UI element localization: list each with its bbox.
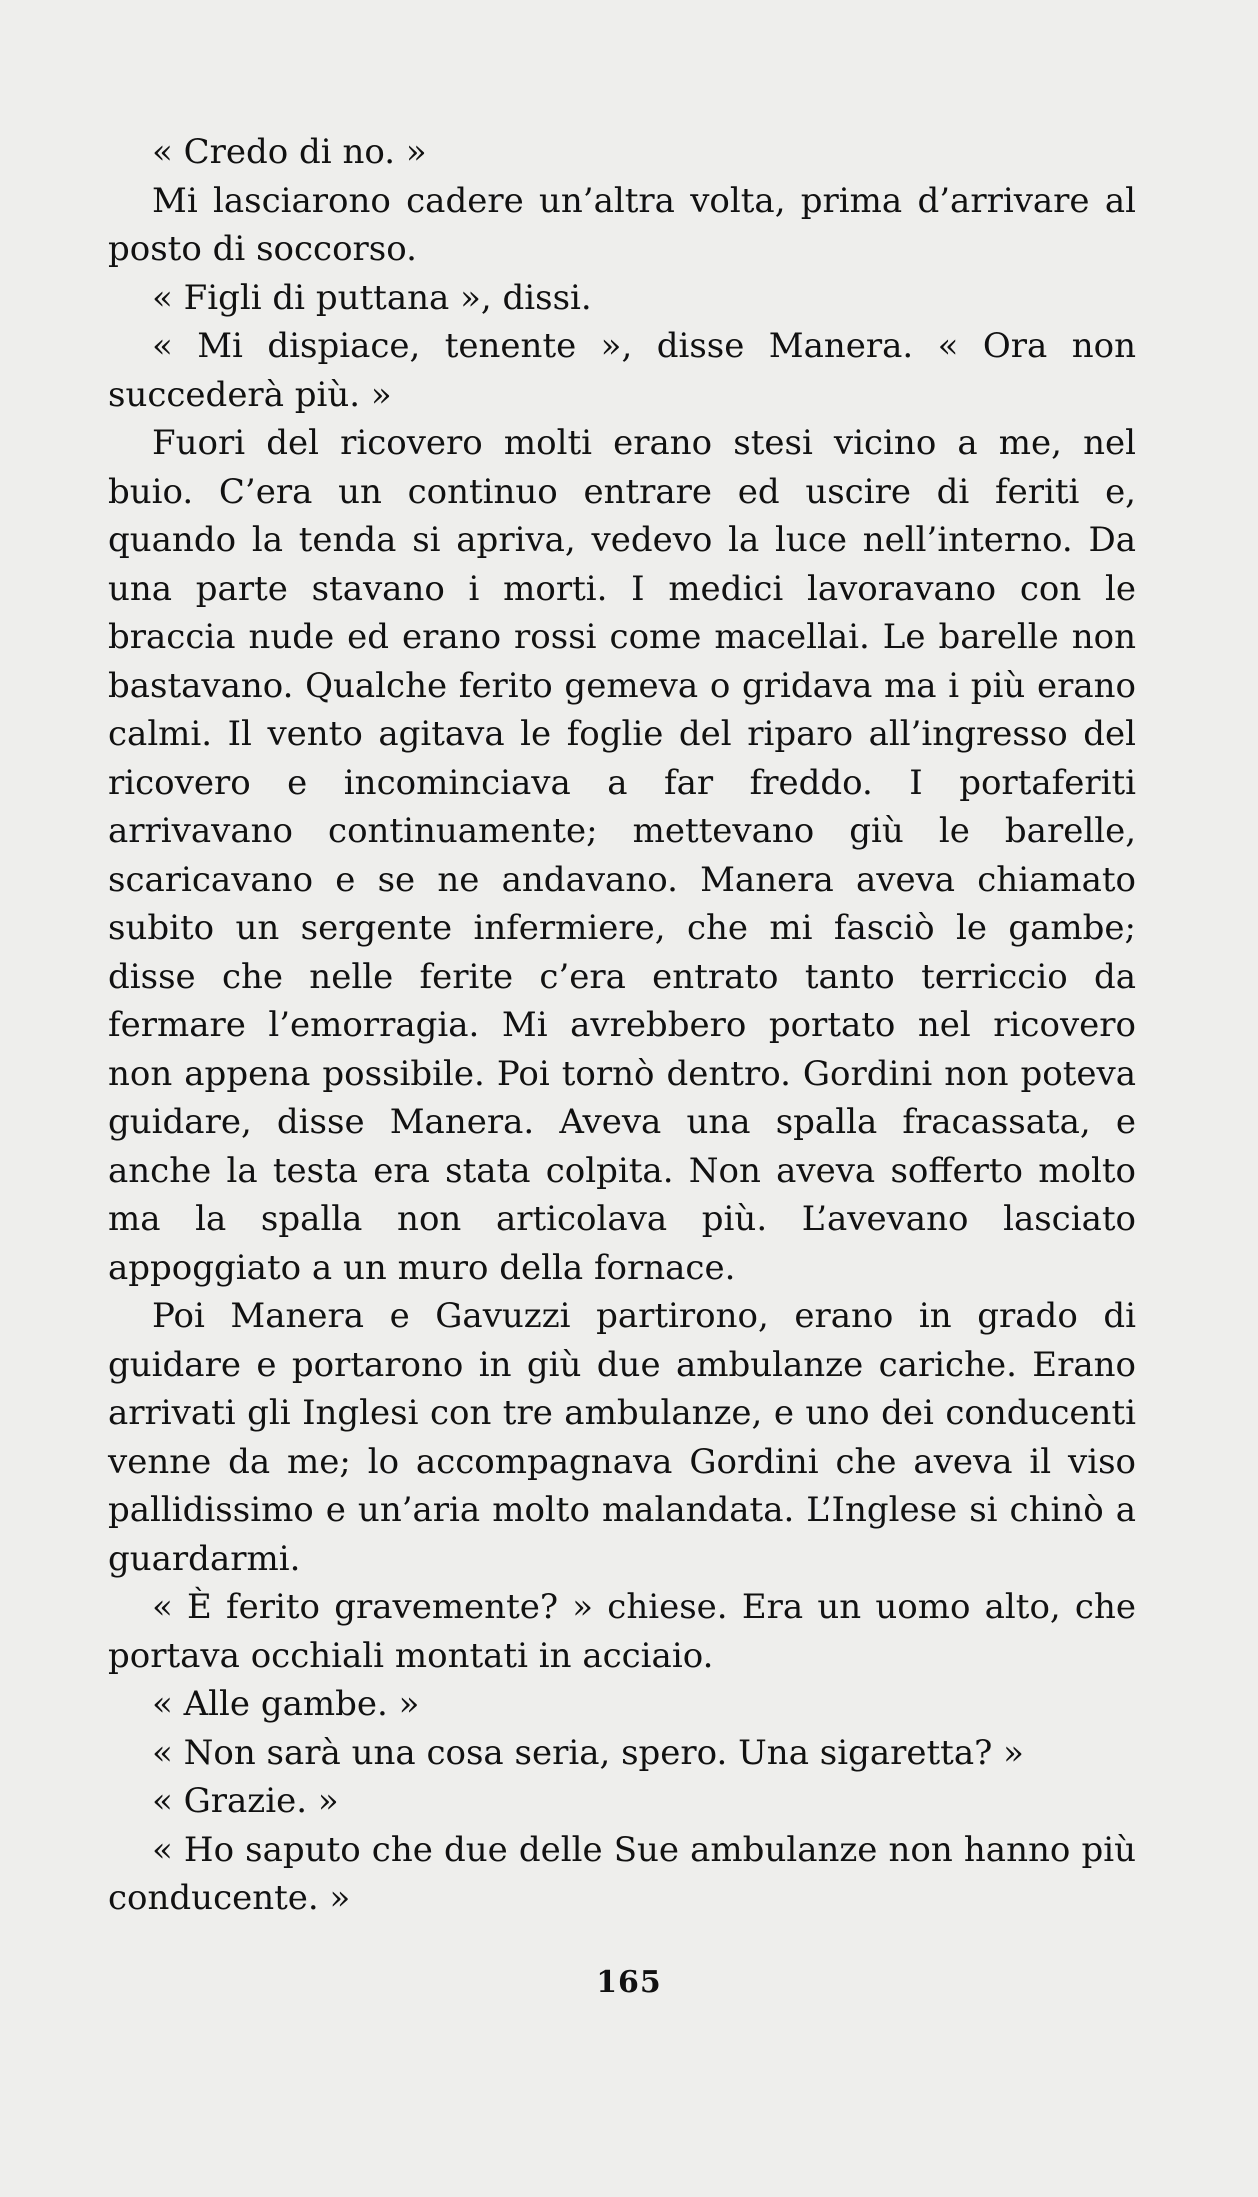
page-number: 165	[596, 1965, 662, 2000]
paragraph-2: Mi lasciarono cadere un’altra volta, prima d’arrivare al posto di soccorso.	[108, 180, 1136, 269]
paragraph-1: « Credo di no. »	[152, 132, 427, 172]
paragraph-8: « Alle gambe. »	[152, 1684, 420, 1724]
body-text	[108, 128, 1136, 1923]
paragraph-3: « Figli di puttana », dissi.	[152, 277, 592, 318]
paragraph-7: « È ferito gravemente? » chiese. Era un uomo alto, che portava occhiali montati in acciaio.	[108, 1587, 1136, 1676]
paragraph-9: « Non sarà una cosa seria, spero. Una sigaretta? »	[152, 1732, 1024, 1773]
paragraph-4: « Mi dispiace, tenente », disse Manera. « Ora non succederà più. »	[108, 326, 1136, 415]
paragraph-6: Poi Manera e Gavuzzi partirono, erano in grado di guidare e portarono in giù due ambulanze cariche. Erano arrivati gli Inglesi con tre ambulanze, e uno dei conducenti venne da me; lo accompagnava Gordini che aveva il viso pallidissimo e un’aria molto malandata. L’Inglese si chinò a guardarmi.	[108, 1296, 1136, 1579]
paragraph-10: « Grazie. »	[152, 1781, 339, 1821]
paragraph-5: Fuori del ricovero molti erano stesi vicino a me, nel buio. C’era un continuo entrare ed uscire di feriti e, quando la tenda si apriva, vedevo la luce nell’interno. Da una parte stavano i morti. I medici lavoravano con le braccia nude ed erano rossi come macellai. Le barelle non bastavano. Qualche ferito gemeva o gridava ma i più erano calmi. Il vento agitava le foglie del riparo all’ingresso del ricovero e incominciava a far freddo. I portaferiti arrivavano continuamente; mettevano giù le barelle, scaricavano e se ne andavano. Manera aveva chiamato subito un sergente infermiere, che mi fasciò le gambe; disse che nelle ferite c’era entrato tanto terriccio da fermare l’emorragia. Mi avrebbero portato nel ricovero non appena possibile. Poi tornò dentro. Gordini non poteva guidare, disse Manera. Aveva una spalla fracassata, e anche la testa era stata colpita. Non aveva sofferto molto ma la spalla non articolava più. L’avevano lasciato appoggiato a un muro della fornace.	[108, 423, 1136, 1288]
paragraph-11: « Ho saputo che due delle Sue ambulanze non hanno più conducente. »	[108, 1829, 1136, 1918]
